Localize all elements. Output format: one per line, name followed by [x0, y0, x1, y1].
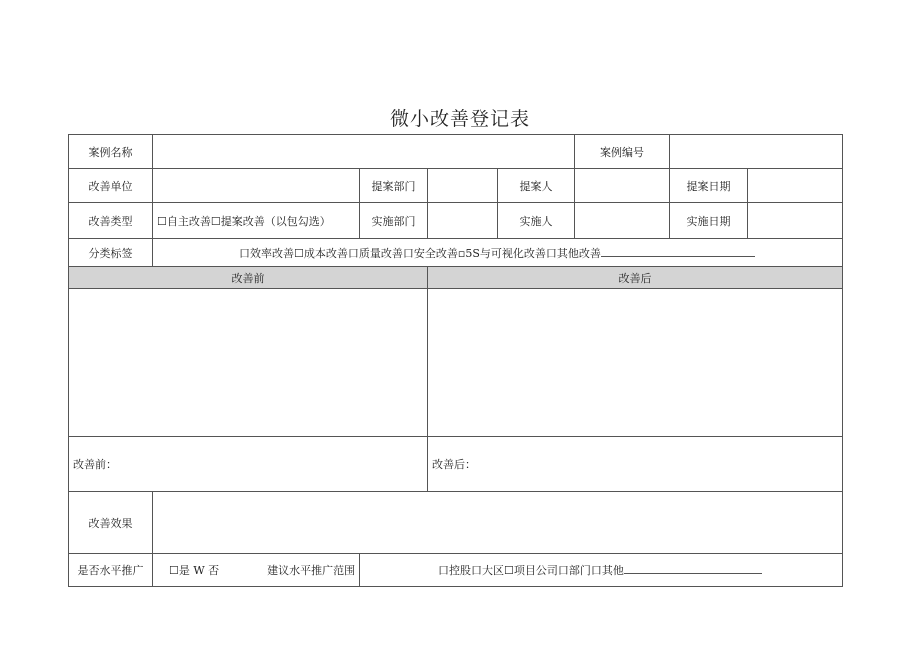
tag-label: 分类标签 — [69, 239, 153, 267]
page-title: 微小改善登记表 — [389, 108, 530, 130]
promotion-other-blank[interactable] — [624, 563, 762, 574]
after-header: 改善后 — [428, 267, 843, 289]
promotion-options-cell[interactable] — [153, 554, 360, 587]
impl-dept-label: 实施部门 — [360, 203, 428, 239]
row-case — [69, 135, 843, 169]
before-after-header-row — [69, 267, 843, 289]
tag-options-cell[interactable] — [153, 239, 843, 267]
before-photo-area[interactable] — [69, 289, 428, 437]
type-label: 改善类型 — [69, 203, 153, 239]
before-after-caption-row — [69, 437, 843, 492]
type-options[interactable]: ☐自主改善☐提案改善（以包勾选） — [153, 203, 360, 239]
row-unit — [69, 169, 843, 203]
promotion-scope-label: 建议水平推广范围 — [267, 564, 356, 577]
case-no-field[interactable] — [670, 135, 843, 169]
implementer-label: 实施人 — [498, 203, 575, 239]
tag-options: 口效率改善☐成本改善口质量改善口安全改善▫5S与可视化改善口其他改善 — [239, 246, 601, 260]
proposal-dept-label: 提案部门 — [360, 169, 428, 203]
impl-date-field[interactable] — [748, 203, 843, 239]
tag-other-blank[interactable] — [601, 246, 755, 257]
promotion-scope-cell[interactable] — [360, 554, 843, 587]
effect-label: 改善效果 — [69, 492, 153, 554]
row-type — [69, 203, 843, 239]
proposer-field[interactable] — [575, 169, 670, 203]
register-form — [68, 134, 843, 587]
impl-date-label: 实施日期 — [670, 203, 748, 239]
promotion-options: ☐是 W 否 — [169, 564, 220, 577]
before-after-photo-row — [69, 289, 843, 437]
case-name-label: 案例名称 — [69, 135, 153, 169]
after-photo-area[interactable] — [428, 289, 843, 437]
before-header: 改善前 — [69, 267, 428, 289]
before-caption[interactable]: 改善前： — [69, 437, 428, 492]
implementer-field[interactable] — [575, 203, 670, 239]
impl-dept-field[interactable] — [428, 203, 498, 239]
effect-field[interactable] — [153, 492, 843, 554]
case-name-field[interactable] — [153, 135, 575, 169]
proposal-date-field[interactable] — [748, 169, 843, 203]
unit-field[interactable] — [153, 169, 360, 203]
proposal-dept-field[interactable] — [428, 169, 498, 203]
unit-label: 改善单位 — [69, 169, 153, 203]
after-caption[interactable]: 改善后： — [428, 437, 843, 492]
promotion-scope-options: 口控股口大区☐项目公司口部门口其他 — [438, 564, 624, 577]
proposer-label: 提案人 — [498, 169, 575, 203]
promotion-label: 是否水平推广 — [69, 554, 153, 587]
row-promotion — [69, 554, 843, 587]
row-tags — [69, 239, 843, 267]
case-no-label: 案例编号 — [575, 135, 670, 169]
proposal-date-label: 提案日期 — [670, 169, 748, 203]
row-effect — [69, 492, 843, 554]
